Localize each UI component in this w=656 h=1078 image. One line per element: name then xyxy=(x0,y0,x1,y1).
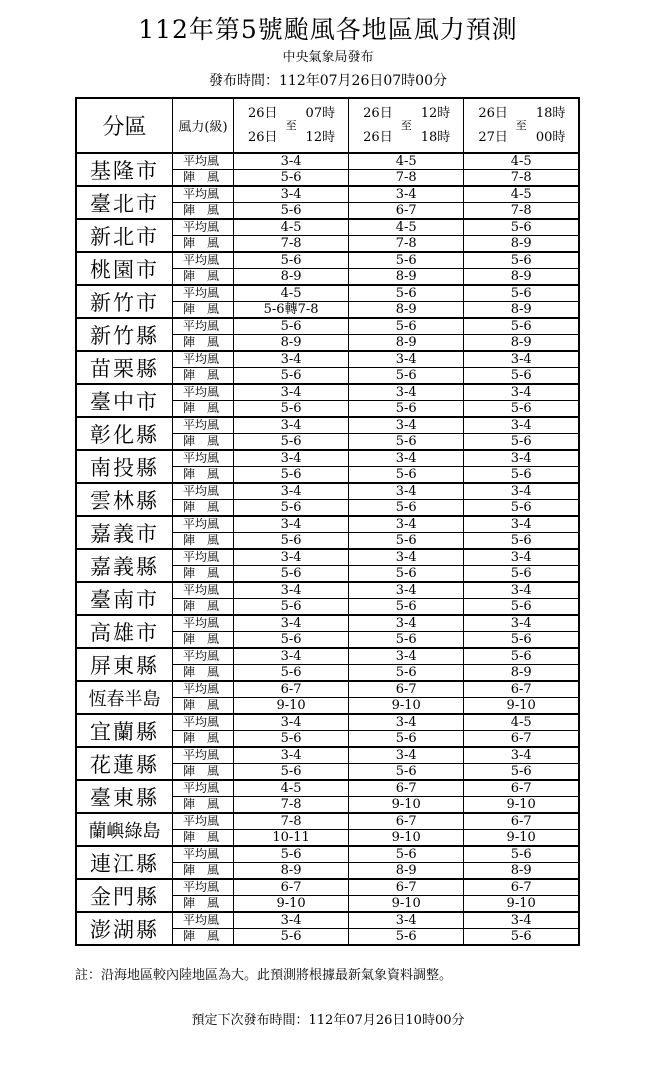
gust-wind-value: 9-10 xyxy=(464,698,579,715)
row-type-gust: 陣 風 xyxy=(173,566,234,583)
gust-wind-value: 5-6 xyxy=(349,632,464,649)
avg-wind-value: 3-4 xyxy=(464,615,579,632)
row-type-average: 平均風 xyxy=(173,681,234,698)
period-3-to: 至 xyxy=(515,119,527,132)
avg-wind-value: 3-4 xyxy=(234,450,349,467)
table-row-avg xyxy=(76,615,579,632)
table-row-avg xyxy=(76,912,579,929)
region-name: 新竹市 xyxy=(76,285,173,318)
region-name: 臺北市 xyxy=(76,186,173,219)
avg-wind-value: 3-4 xyxy=(349,549,464,566)
avg-wind-value: 3-4 xyxy=(464,351,579,368)
level-column-header: 風力(級) xyxy=(173,98,234,153)
gust-wind-value: 9-10 xyxy=(464,830,579,847)
gust-wind-value: 5-6 xyxy=(234,665,349,682)
avg-wind-value: 3-4 xyxy=(234,648,349,665)
avg-wind-value: 4-5 xyxy=(349,219,464,236)
gust-wind-value: 5-6 xyxy=(234,533,349,550)
avg-wind-value: 3-4 xyxy=(349,516,464,533)
row-type-average: 平均風 xyxy=(173,318,234,335)
table-row-avg xyxy=(76,582,579,599)
row-type-average: 平均風 xyxy=(173,153,234,170)
period-3-to-day: 27日 xyxy=(478,130,508,145)
row-type-gust: 陣 風 xyxy=(173,698,234,715)
row-type-average: 平均風 xyxy=(173,516,234,533)
gust-wind-value: 7-8 xyxy=(349,170,464,187)
gust-wind-value: 5-6 xyxy=(234,401,349,418)
row-type-average: 平均風 xyxy=(173,549,234,566)
period-3-to-hour: 00時 xyxy=(535,130,566,145)
avg-wind-value: 3-4 xyxy=(234,747,349,764)
region-name: 基隆市 xyxy=(76,153,173,186)
avg-wind-value: 4-5 xyxy=(464,186,579,203)
period-1-header xyxy=(234,98,349,153)
gust-wind-value: 5-6 xyxy=(349,467,464,484)
region-name: 澎湖縣 xyxy=(76,912,173,945)
row-type-gust: 陣 風 xyxy=(173,236,234,253)
avg-wind-value: 3-4 xyxy=(234,549,349,566)
period-2-header xyxy=(349,98,464,153)
row-type-gust: 陣 風 xyxy=(173,896,234,913)
gust-wind-value: 5-6 xyxy=(349,929,464,946)
avg-wind-value: 5-6 xyxy=(349,285,464,302)
avg-wind-value: 4-5 xyxy=(349,153,464,170)
row-type-gust: 陣 風 xyxy=(173,203,234,220)
avg-wind-value: 6-7 xyxy=(464,813,579,830)
row-type-gust: 陣 風 xyxy=(173,764,234,781)
avg-wind-value: 6-7 xyxy=(464,681,579,698)
gust-wind-value: 5-6 xyxy=(234,764,349,781)
gust-wind-value: 9-10 xyxy=(234,698,349,715)
table-row-avg xyxy=(76,681,579,698)
row-type-gust: 陣 風 xyxy=(173,533,234,550)
gust-wind-value: 5-6 xyxy=(234,632,349,649)
row-type-gust: 陣 風 xyxy=(173,731,234,748)
region-name: 新竹縣 xyxy=(76,318,173,351)
gust-wind-value: 5-6 xyxy=(234,929,349,946)
row-type-gust: 陣 風 xyxy=(173,830,234,847)
row-type-average: 平均風 xyxy=(173,714,234,731)
gust-wind-value: 5-6 xyxy=(349,401,464,418)
region-name: 高雄市 xyxy=(76,615,173,648)
gust-wind-value: 5-6 xyxy=(464,566,579,583)
table-row-avg xyxy=(76,879,579,896)
table-row-avg xyxy=(76,846,579,863)
gust-wind-value: 5-6 xyxy=(234,368,349,385)
avg-wind-value: 5-6 xyxy=(464,285,579,302)
table-row-avg xyxy=(76,285,579,302)
period-1-to: 至 xyxy=(285,119,297,132)
region-name: 臺東縣 xyxy=(76,780,173,813)
avg-wind-value: 5-6 xyxy=(234,318,349,335)
gust-wind-value: 9-10 xyxy=(464,896,579,913)
row-type-average: 平均風 xyxy=(173,879,234,896)
avg-wind-value: 3-4 xyxy=(234,384,349,401)
gust-wind-value: 5-6 xyxy=(349,533,464,550)
gust-wind-value: 8-9 xyxy=(234,335,349,352)
avg-wind-value: 3-4 xyxy=(464,549,579,566)
row-type-average: 平均風 xyxy=(173,450,234,467)
row-type-gust: 陣 風 xyxy=(173,401,234,418)
gust-wind-value: 9-10 xyxy=(349,896,464,913)
avg-wind-value: 3-4 xyxy=(349,483,464,500)
period-2-to-hour: 18時 xyxy=(420,130,451,145)
gust-wind-value: 5-6 xyxy=(349,665,464,682)
region-name: 臺中市 xyxy=(76,384,173,417)
gust-wind-value: 5-6 xyxy=(234,500,349,517)
gust-wind-value: 8-9 xyxy=(464,269,579,286)
row-type-average: 平均風 xyxy=(173,582,234,599)
row-type-average: 平均風 xyxy=(173,912,234,929)
period-3-from-hour: 18時 xyxy=(535,106,566,121)
gust-wind-value: 9-10 xyxy=(464,797,579,814)
avg-wind-value: 3-4 xyxy=(234,153,349,170)
row-type-average: 平均風 xyxy=(173,483,234,500)
table-row-avg xyxy=(76,318,579,335)
gust-wind-value: 6-7 xyxy=(464,731,579,748)
gust-wind-value: 5-6 xyxy=(234,434,349,451)
avg-wind-value: 4-5 xyxy=(234,219,349,236)
avg-wind-value: 3-4 xyxy=(464,450,579,467)
gust-wind-value: 8-9 xyxy=(349,863,464,880)
avg-wind-value: 3-4 xyxy=(464,912,579,929)
gust-wind-value: 8-9 xyxy=(349,269,464,286)
row-type-gust: 陣 風 xyxy=(173,500,234,517)
gust-wind-value: 5-6 xyxy=(234,566,349,583)
gust-wind-value: 5-6 xyxy=(464,929,579,946)
region-name: 嘉義市 xyxy=(76,516,173,549)
avg-wind-value: 3-4 xyxy=(349,714,464,731)
avg-wind-value: 3-4 xyxy=(464,516,579,533)
table-body xyxy=(76,153,579,945)
region-name: 花蓮縣 xyxy=(76,747,173,780)
avg-wind-value: 3-4 xyxy=(234,582,349,599)
avg-wind-value: 3-4 xyxy=(234,351,349,368)
region-name: 彰化縣 xyxy=(76,417,173,450)
avg-wind-value: 3-4 xyxy=(349,186,464,203)
row-type-gust: 陣 風 xyxy=(173,797,234,814)
region-name: 蘭嶼綠島 xyxy=(76,813,173,846)
row-type-average: 平均風 xyxy=(173,384,234,401)
gust-wind-value: 7-8 xyxy=(464,203,579,220)
gust-wind-value: 9-10 xyxy=(349,797,464,814)
avg-wind-value: 7-8 xyxy=(234,813,349,830)
row-type-gust: 陣 風 xyxy=(173,863,234,880)
period-2-from-day: 26日 xyxy=(363,106,393,121)
period-1-from-hour: 07時 xyxy=(305,106,336,121)
avg-wind-value: 6-7 xyxy=(349,681,464,698)
row-type-average: 平均風 xyxy=(173,813,234,830)
avg-wind-value: 3-4 xyxy=(349,417,464,434)
avg-wind-value: 6-7 xyxy=(349,813,464,830)
row-type-average: 平均風 xyxy=(173,648,234,665)
avg-wind-value: 4-5 xyxy=(234,780,349,797)
gust-wind-value: 5-6 xyxy=(464,368,579,385)
region-name: 苗栗縣 xyxy=(76,351,173,384)
period-1-to-hour: 12時 xyxy=(305,130,336,145)
avg-wind-value: 5-6 xyxy=(234,846,349,863)
region-name: 連江縣 xyxy=(76,846,173,879)
avg-wind-value: 5-6 xyxy=(464,846,579,863)
table-row-avg xyxy=(76,714,579,731)
gust-wind-value: 8-9 xyxy=(464,302,579,319)
gust-wind-value: 5-6 xyxy=(234,203,349,220)
row-type-average: 平均風 xyxy=(173,351,234,368)
gust-wind-value: 5-6 xyxy=(464,500,579,517)
gust-wind-value: 8-9 xyxy=(234,269,349,286)
avg-wind-value: 6-7 xyxy=(349,879,464,896)
gust-wind-value: 7-8 xyxy=(464,170,579,187)
gust-wind-value: 10-11 xyxy=(234,830,349,847)
avg-wind-value: 3-4 xyxy=(234,714,349,731)
table-row-avg xyxy=(76,747,579,764)
avg-wind-value: 3-4 xyxy=(349,351,464,368)
table-row-avg xyxy=(76,549,579,566)
row-type-gust: 陣 風 xyxy=(173,170,234,187)
row-type-average: 平均風 xyxy=(173,417,234,434)
row-type-gust: 陣 風 xyxy=(173,434,234,451)
region-name: 屏東縣 xyxy=(76,648,173,681)
page-title: 112年第5號颱風各地區風力預測 xyxy=(138,15,518,44)
avg-wind-value: 5-6 xyxy=(234,252,349,269)
gust-wind-value: 5-6 xyxy=(464,401,579,418)
row-type-gust: 陣 風 xyxy=(173,929,234,946)
avg-wind-value: 5-6 xyxy=(349,318,464,335)
gust-wind-value: 5-6 xyxy=(464,467,579,484)
avg-wind-value: 3-4 xyxy=(349,615,464,632)
gust-wind-value: 8-9 xyxy=(464,665,579,682)
gust-wind-value: 5-6轉7-8 xyxy=(234,302,349,319)
avg-wind-value: 5-6 xyxy=(464,252,579,269)
table-row-avg xyxy=(76,252,579,269)
gust-wind-value: 5-6 xyxy=(349,434,464,451)
gust-wind-value: 8-9 xyxy=(464,335,579,352)
gust-wind-value: 9-10 xyxy=(349,698,464,715)
gust-wind-value: 9-10 xyxy=(234,896,349,913)
table-row-avg xyxy=(76,351,579,368)
row-type-average: 平均風 xyxy=(173,615,234,632)
gust-wind-value: 5-6 xyxy=(234,170,349,187)
region-name: 臺南市 xyxy=(76,582,173,615)
agency-label: 中央氣象局發布 xyxy=(282,50,374,65)
gust-wind-value: 5-6 xyxy=(234,599,349,616)
gust-wind-value: 8-9 xyxy=(464,863,579,880)
avg-wind-value: 4-5 xyxy=(464,714,579,731)
row-type-gust: 陣 風 xyxy=(173,335,234,352)
table-row-avg xyxy=(76,186,579,203)
avg-wind-value: 6-7 xyxy=(464,879,579,896)
avg-wind-value: 3-4 xyxy=(349,582,464,599)
region-name: 恆春半島 xyxy=(76,681,173,714)
table-row-avg xyxy=(76,813,579,830)
row-type-gust: 陣 風 xyxy=(173,269,234,286)
region-name: 嘉義縣 xyxy=(76,549,173,582)
avg-wind-value: 3-4 xyxy=(234,912,349,929)
region-name: 金門縣 xyxy=(76,879,173,912)
table-row-avg xyxy=(76,417,579,434)
avg-wind-value: 3-4 xyxy=(234,516,349,533)
table-row-avg xyxy=(76,219,579,236)
gust-wind-value: 5-6 xyxy=(464,599,579,616)
table-row-avg xyxy=(76,780,579,797)
gust-wind-value: 6-7 xyxy=(349,203,464,220)
row-type-gust: 陣 風 xyxy=(173,302,234,319)
gust-wind-value: 5-6 xyxy=(464,434,579,451)
row-type-gust: 陣 風 xyxy=(173,467,234,484)
row-type-average: 平均風 xyxy=(173,219,234,236)
gust-wind-value: 5-6 xyxy=(234,731,349,748)
avg-wind-value: 5-6 xyxy=(464,219,579,236)
gust-wind-value: 5-6 xyxy=(349,368,464,385)
region-name: 雲林縣 xyxy=(76,483,173,516)
gust-wind-value: 5-6 xyxy=(234,467,349,484)
avg-wind-value: 5-6 xyxy=(349,846,464,863)
next-issue-time: 預定下次發布時間：112年07月26日10時00分 xyxy=(191,1013,465,1028)
avg-wind-value: 6-7 xyxy=(234,681,349,698)
gust-wind-value: 5-6 xyxy=(464,533,579,550)
avg-wind-value: 3-4 xyxy=(234,186,349,203)
gust-wind-value: 5-6 xyxy=(464,632,579,649)
avg-wind-value: 6-7 xyxy=(234,879,349,896)
period-1-from-day: 26日 xyxy=(248,106,278,121)
gust-wind-value: 7-8 xyxy=(349,236,464,253)
period-2-from-hour: 12時 xyxy=(420,106,451,121)
gust-wind-value: 5-6 xyxy=(349,500,464,517)
avg-wind-value: 5-6 xyxy=(464,648,579,665)
table-row-avg xyxy=(76,153,579,170)
period-3-from-day: 26日 xyxy=(478,106,508,121)
gust-wind-value: 5-6 xyxy=(349,599,464,616)
avg-wind-value: 5-6 xyxy=(464,318,579,335)
gust-wind-value: 5-6 xyxy=(464,764,579,781)
avg-wind-value: 6-7 xyxy=(464,780,579,797)
row-type-average: 平均風 xyxy=(173,252,234,269)
gust-wind-value: 7-8 xyxy=(234,236,349,253)
row-type-average: 平均風 xyxy=(173,846,234,863)
gust-wind-value: 8-9 xyxy=(349,302,464,319)
avg-wind-value: 3-4 xyxy=(464,582,579,599)
period-2-to: 至 xyxy=(400,119,412,132)
table-header-row xyxy=(76,98,579,153)
period-1-to-day: 26日 xyxy=(248,130,278,145)
table-row-avg xyxy=(76,483,579,500)
avg-wind-value: 5-6 xyxy=(349,252,464,269)
period-3-header xyxy=(464,98,579,153)
issue-time: 發布時間：112年07月26日07時00分 xyxy=(209,73,447,89)
period-2-to-day: 26日 xyxy=(363,130,393,145)
avg-wind-value: 4-5 xyxy=(464,153,579,170)
avg-wind-value: 3-4 xyxy=(349,384,464,401)
region-name: 南投縣 xyxy=(76,450,173,483)
table-row-avg xyxy=(76,450,579,467)
gust-wind-value: 7-8 xyxy=(234,797,349,814)
wind-forecast-table xyxy=(75,97,580,946)
avg-wind-value: 3-4 xyxy=(234,615,349,632)
avg-wind-value: 3-4 xyxy=(349,747,464,764)
region-column-header: 分區 xyxy=(76,98,173,153)
table-row-avg xyxy=(76,384,579,401)
row-type-gust: 陣 風 xyxy=(173,665,234,682)
avg-wind-value: 3-4 xyxy=(349,648,464,665)
region-name: 宜蘭縣 xyxy=(76,714,173,747)
row-type-average: 平均風 xyxy=(173,747,234,764)
avg-wind-value: 3-4 xyxy=(464,747,579,764)
avg-wind-value: 4-5 xyxy=(234,285,349,302)
avg-wind-value: 3-4 xyxy=(349,912,464,929)
gust-wind-value: 5-6 xyxy=(349,764,464,781)
region-name: 新北市 xyxy=(76,219,173,252)
gust-wind-value: 5-6 xyxy=(349,731,464,748)
footnote: 註：沿海地區較內陸地區為大。此預測將根據最新氣象資料調整。 xyxy=(75,968,453,983)
row-type-average: 平均風 xyxy=(173,285,234,302)
row-type-average: 平均風 xyxy=(173,186,234,203)
avg-wind-value: 3-4 xyxy=(234,417,349,434)
row-type-gust: 陣 風 xyxy=(173,632,234,649)
region-name: 桃園市 xyxy=(76,252,173,285)
table-row-avg xyxy=(76,648,579,665)
table-row-avg xyxy=(76,516,579,533)
row-type-gust: 陣 風 xyxy=(173,599,234,616)
avg-wind-value: 3-4 xyxy=(234,483,349,500)
row-type-average: 平均風 xyxy=(173,780,234,797)
avg-wind-value: 3-4 xyxy=(464,417,579,434)
avg-wind-value: 6-7 xyxy=(349,780,464,797)
avg-wind-value: 3-4 xyxy=(349,450,464,467)
avg-wind-value: 3-4 xyxy=(464,483,579,500)
avg-wind-value: 3-4 xyxy=(464,384,579,401)
row-type-gust: 陣 風 xyxy=(173,368,234,385)
gust-wind-value: 8-9 xyxy=(234,863,349,880)
gust-wind-value: 5-6 xyxy=(349,566,464,583)
gust-wind-value: 9-10 xyxy=(349,830,464,847)
gust-wind-value: 8-9 xyxy=(464,236,579,253)
gust-wind-value: 8-9 xyxy=(349,335,464,352)
